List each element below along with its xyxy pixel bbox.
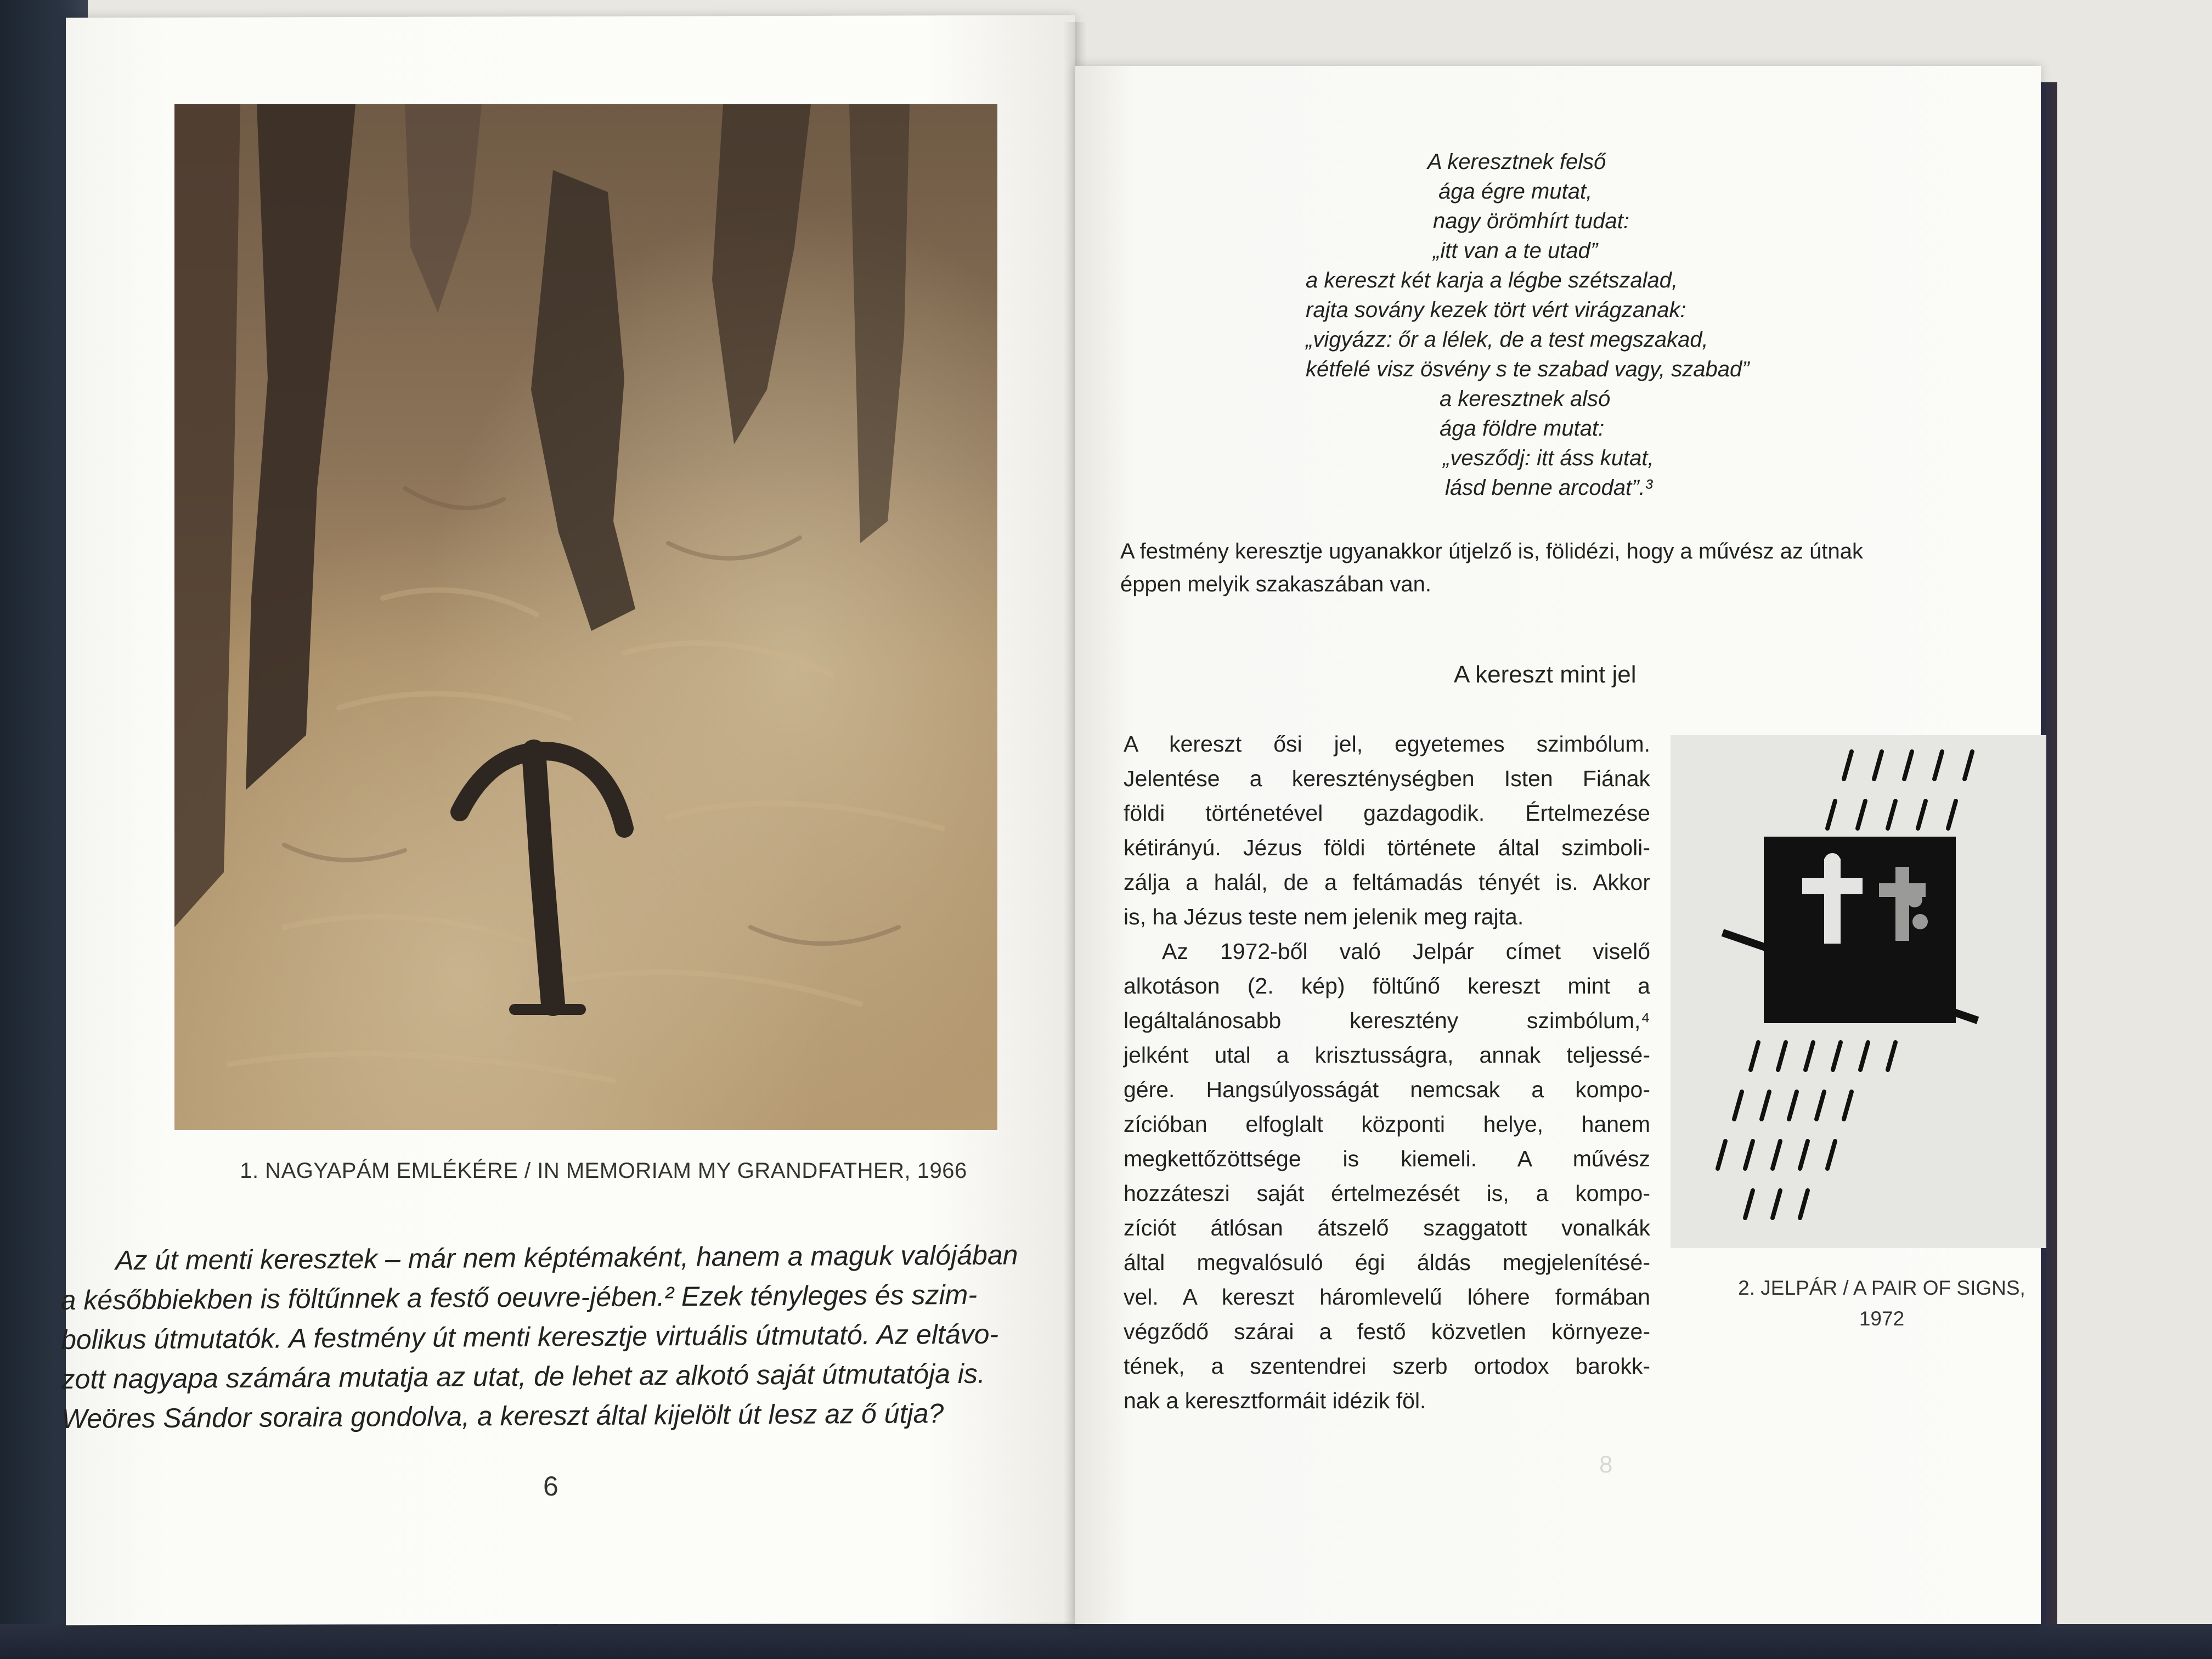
caption-line: 2. JELPÁR / A PAIR OF SIGNS, <box>1738 1277 2025 1299</box>
text-line: Weöres Sándor soraira gondolva, a kereszt által kijelölt út lesz az ő útja? <box>61 1398 944 1434</box>
figure-caption-2 <box>1673 1273 2090 1334</box>
text-line: gére. Hangsúlyosságát nemcsak a kompo- <box>1124 1077 1650 1102</box>
page-number-left: 6 <box>543 1471 558 1502</box>
body-paragraph <box>1124 727 1650 1418</box>
text-line: kétirányú. Jézus földi története által szimboli- <box>1124 835 1650 860</box>
text-line: a későbbiekben is föltűnnek a festő oeuvre-jében.² Ezek tényleges és szim- <box>60 1279 978 1316</box>
text-line: megkettőzöttsége is kiemeli. A művész <box>1124 1146 1650 1171</box>
poem-line: „vesződj: itt áss kutat, <box>1443 446 1654 470</box>
text-line: nak a keresztformáit idézik föl. <box>1124 1388 1426 1413</box>
section-heading: A kereszt mint jel <box>1454 661 1637 688</box>
painting-image <box>174 104 997 1130</box>
painting-in-memoriam <box>174 104 997 1130</box>
poem-line: ága égre mutat, <box>1438 179 1593 204</box>
poem-line: A keresztnek felső <box>1427 150 1606 174</box>
text-line: bolikus útmutatók. A festmény út menti keresztje virtuális útmutató. Az eltávo- <box>60 1318 999 1355</box>
text-line: is, ha Jézus teste nem jelenik meg rajta. <box>1124 904 1524 929</box>
text-line: jelként utal a krisztusságra, annak teljessé- <box>1124 1042 1650 1068</box>
text-line: Az 1972-ből való Jelpár címet viselő <box>1162 939 1650 964</box>
text-line: zálja a halál, de a feltámadás tényét is. Akkor <box>1124 870 1650 895</box>
poem-line: a kereszt két karja a légbe szétszalad, <box>1306 268 1678 292</box>
text-line: zícióban elfoglalt központi helye, hanem <box>1124 1111 1650 1137</box>
text-line: hozzáteszi saját értelmezését is, a kompo- <box>1124 1181 1650 1206</box>
poem-line: nagy örömhírt tudat: <box>1433 209 1629 233</box>
poem-block <box>1306 147 1854 503</box>
caption-line: 1972 <box>1859 1307 1905 1330</box>
figure-caption-1: 1. NAGYAPÁM EMLÉKÉRE / IN MEMORIAM MY GRANDFATHER, 1966 <box>240 1159 967 1183</box>
poem-line: kétfelé visz ösvény s te szabad vagy, szabad” <box>1306 357 1750 381</box>
text-line: Az út menti keresztek – már nem képtémaként, hanem a maguk valójában <box>115 1239 1018 1276</box>
intro-paragraph <box>1120 535 1998 601</box>
poem-line: lásd benne arcodat”.³ <box>1445 476 1653 500</box>
text-line: végződő szárai a festő közvetlen környeze- <box>1124 1319 1650 1344</box>
text-line: tének, a szentendrei szerb ortodox barokk- <box>1124 1353 1650 1379</box>
text-line: éppen melyik szakaszában van. <box>1120 572 1431 596</box>
poem-line: rajta sovány kezek tört vért virágzanak: <box>1306 298 1686 322</box>
text-line: zott nagyapa számára mutatja az utat, de lehet az alkotó saját útmutatója is. <box>61 1358 985 1395</box>
artwork-image <box>1671 735 2046 1248</box>
text-line: alkotáson (2. kép) föltűnő kereszt mint a <box>1124 973 1650 998</box>
book-bottom-edge <box>0 1624 2212 1659</box>
text-line: legáltalánosabb keresztény szimbólum,⁴ <box>1124 1008 1650 1033</box>
text-line: által megvalósuló égi áldás megjelenítésé- <box>1124 1250 1650 1275</box>
text-line: A festmény keresztje ugyanakkor útjelző is, fölidézi, hogy a művész az útnak <box>1120 539 1864 563</box>
text-line: földi történetével gazdagodik. Értelmezése <box>1124 800 1650 826</box>
page-number-show-through: 8 <box>1599 1451 1613 1478</box>
text-line: A kereszt ősi jel, egyetemes szimbólum. <box>1124 731 1650 757</box>
text-line: zíciót átlósan átszelő szaggatott vonalkák <box>1124 1215 1650 1240</box>
text-line: vel. A kereszt háromlevelű lóhere formában <box>1124 1284 1650 1310</box>
poem-line: ága földre mutat: <box>1440 416 1605 441</box>
poem-line: a keresztnek alsó <box>1440 387 1611 411</box>
poem-line: „vigyázz: őr a lélek, de a test megszakad, <box>1306 328 1708 352</box>
artwork-pair-of-signs <box>1671 735 2046 1248</box>
text-line: Jelentése a kereszténységben Isten Fiának <box>1124 766 1650 791</box>
left-paragraph <box>60 1235 1060 1438</box>
poem-line: „itt van a te utad” <box>1433 239 1598 263</box>
